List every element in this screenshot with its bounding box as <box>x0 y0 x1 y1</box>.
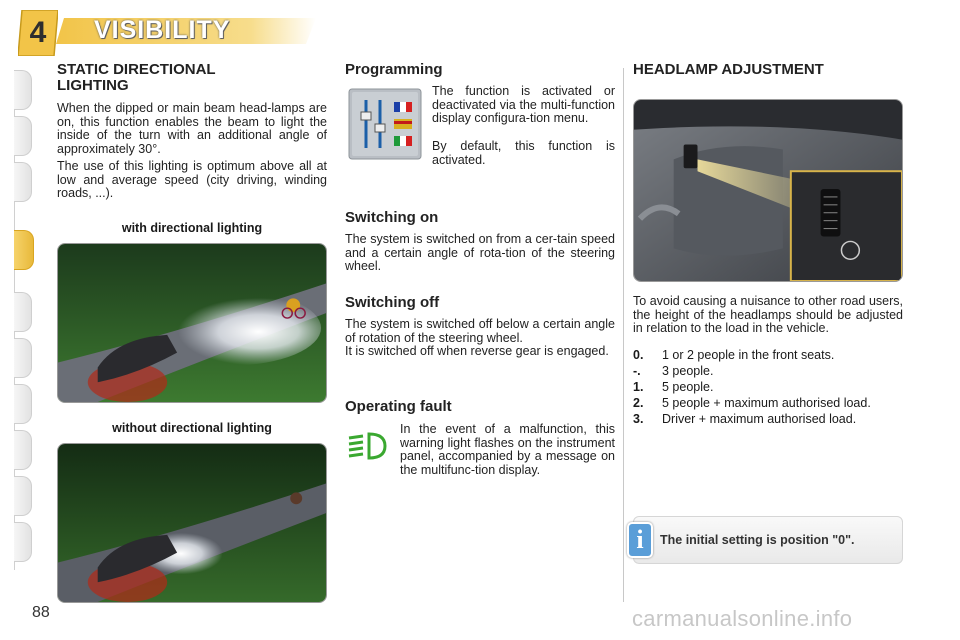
position-text: 3 people. <box>662 364 714 378</box>
chapter-tab[interactable] <box>14 430 32 470</box>
chapter-number: 4 <box>29 16 47 49</box>
paragraph: The use of this lighting is optimum above all at low and average speed (city driving, winding roads, ...). <box>57 159 327 200</box>
position-text: 5 people. <box>662 380 714 394</box>
load-position-list <box>633 348 905 428</box>
position-key: 1. <box>633 380 644 394</box>
position-key: -. <box>633 364 641 378</box>
chapter-tab[interactable] <box>14 116 32 156</box>
paragraph: The system is switched off below a certain angle of rotation of the steering wheel. <box>345 317 615 345</box>
list-item <box>633 412 905 427</box>
section-heading: Switching on <box>345 209 439 226</box>
chapter-tab[interactable] <box>14 70 32 110</box>
headlamp-adjustment-section <box>633 62 905 78</box>
section-heading: Operating fault <box>345 398 452 415</box>
list-item <box>633 396 905 411</box>
page-title: VISIBILITY <box>94 16 231 44</box>
position-text: Driver + maximum authorised load. <box>662 412 857 426</box>
static-lighting-section <box>57 62 327 201</box>
headlamp-warning-icon <box>345 428 393 464</box>
chapter-tab-active[interactable] <box>14 230 34 270</box>
section-heading: Switching off <box>345 294 440 311</box>
info-icon: i <box>627 522 653 558</box>
paragraph: It is switched off when reverse gear is engaged. <box>345 344 609 358</box>
position-key: 2. <box>633 396 644 410</box>
headlamp-adjuster-photo <box>633 99 903 282</box>
position-text: 5 people + maximum authorised load. <box>662 396 871 410</box>
chapter-tab[interactable] <box>14 338 32 378</box>
info-text: The initial setting is position "0". <box>660 533 855 547</box>
paragraph: To avoid causing a nuisance to other road users, the height of the headlamps should be adjusted in relation to the load in the vehicle. <box>633 294 903 335</box>
page-number: 88 <box>32 604 50 621</box>
section-heading: HEADLAMP ADJUSTMENT <box>633 61 824 78</box>
paragraph: In the event of a malfunction, this warning light flashes on the instrument panel, accompanied by a message on the multifunc-tion display. <box>400 422 615 477</box>
paragraph: The system is switched on from a cer-tain speed and a certain angle of rota-tion of the steering wheel. <box>345 232 615 273</box>
position-key: 3. <box>633 412 644 426</box>
illustration-with-directional-lighting <box>57 243 327 403</box>
chapter-tab[interactable] <box>14 522 32 562</box>
image-caption: without directional lighting <box>112 421 272 435</box>
section-heading: Programming <box>345 61 443 78</box>
chapter-tab[interactable] <box>14 292 32 332</box>
settings-sliders-icon <box>348 88 422 160</box>
image-caption: with directional lighting <box>121 221 263 235</box>
chapter-tab[interactable] <box>14 384 32 424</box>
chapter-tab[interactable] <box>14 476 32 516</box>
paragraph: When the dipped or main beam head-lamps are on, this function enables the beam to light the inside of the turn with an additional angle of approximately 30°. <box>57 101 327 156</box>
chapter-tab[interactable] <box>14 162 32 202</box>
illustration-without-directional-lighting <box>57 443 327 603</box>
watermark: carmanualsonline.info <box>632 606 853 631</box>
position-text: 1 or 2 people in the front seats. <box>662 348 835 362</box>
list-item <box>633 380 905 395</box>
section-heading: STATIC DIRECTIONAL LIGHTING <box>57 61 216 94</box>
chapter-tabs <box>0 70 34 580</box>
paragraph: The function is activated or deactivated via the multi-function display configura-tion menu. <box>432 84 615 125</box>
list-item <box>633 348 905 363</box>
position-key: 0. <box>633 348 644 362</box>
list-item <box>633 364 905 379</box>
column-divider <box>623 68 624 602</box>
programming-section <box>345 62 615 78</box>
paragraph: By default, this function is activated. <box>432 139 615 167</box>
